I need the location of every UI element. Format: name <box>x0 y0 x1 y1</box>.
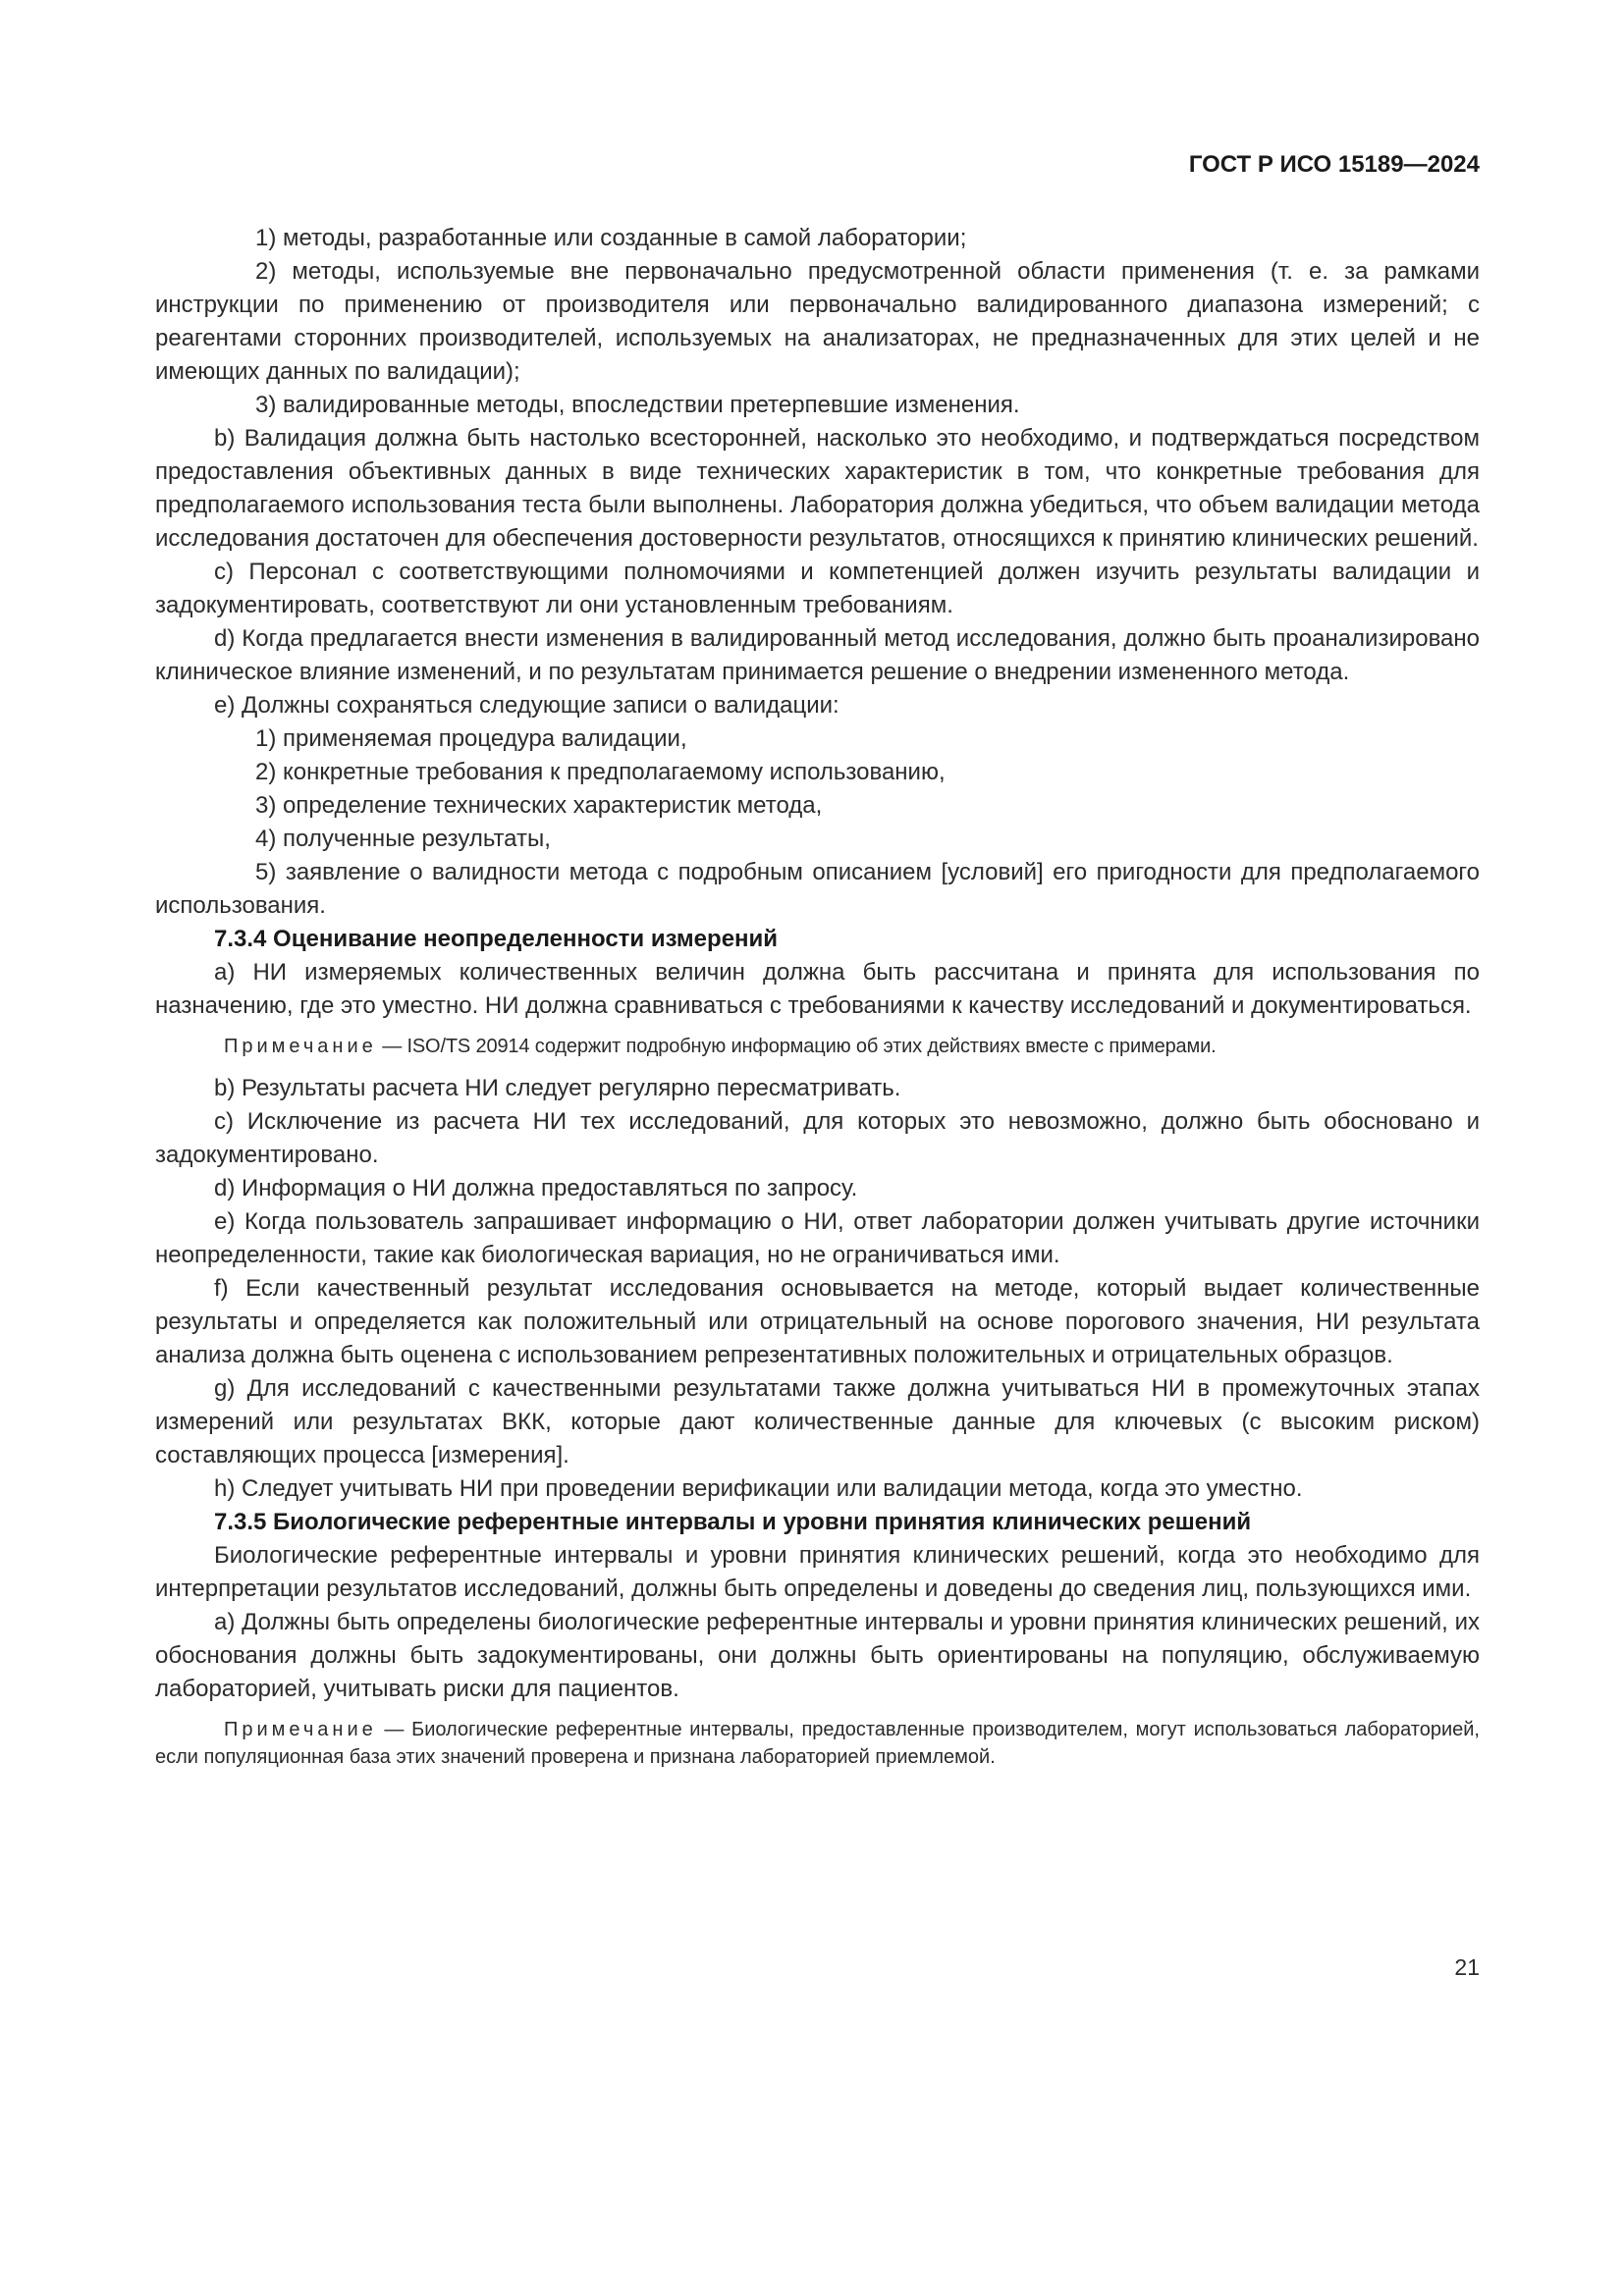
list-item: 3) валидированные методы, впоследствии претерпевшие изменения. <box>255 392 1020 418</box>
section-heading: 7.3.4 Оценивание неопределенности измерений <box>214 926 779 952</box>
note-text: — Биологические референтные интервалы, предоставленные производителем, могут использоваться лабораторией, если популяционная база этих значений проверена и признана лабораторией приемлемой. <box>155 1719 1480 1768</box>
note-label: Примечание <box>224 1036 377 1057</box>
note-text: — ISO/TS 20914 содержит подробную информацию об этих действиях вместе с примерами. <box>382 1036 1217 1057</box>
list-item: 2) методы, используемые вне первоначально предусмотренной области применения (т. е. за рамками инструкции по применению от производителя или первоначально валидированного диапазона измерений; с реагентами сторонних производителей, используемых на анализаторах, не предназначенных для этих целей и не имеющих данных по валидации); <box>155 258 1480 385</box>
note <box>155 1033 1480 1060</box>
paragraph: b) Валидация должна быть настолько всесторонней, насколько это необходимо, и подтверждаться посредством предоставления объективных данных в виде технических характеристик в том, что конкретные требования для предполагаемого использования теста были выполнены. Лаборатория должна убедиться, что объем валидации метода исследования достаточен для обеспечения достоверности результатов, относящихся к принятию клинических решений. <box>155 425 1480 552</box>
note-label: Примечание <box>224 1719 377 1740</box>
list-item: 2) конкретные требования к предполагаемому использованию, <box>255 759 946 785</box>
paragraph: c) Персонал с соответствующими полномочиями и компетенцией должен изучить результаты валидации и задокументировать, соответствуют ли они установленным требованиям. <box>155 559 1480 618</box>
list-item: 3) определение технических характеристик метода, <box>255 792 823 819</box>
document-code-header: ГОСТ Р ИСО 15189—2024 <box>1188 151 1480 178</box>
list-item: 5) заявление о валидности метода с подробным описанием [условий] его пригодности для предполагаемого использования. <box>155 859 1480 919</box>
paragraph: Биологические референтные интервалы и уровни принятия клинических решений, когда это необходимо для интерпретации результатов исследований, должны быть определены и доведены до сведения лиц, пользующихся ими. <box>155 1542 1480 1602</box>
paragraph: a) Должны быть определены биологические референтные интервалы и уровни принятия клинических решений, их обоснования должны быть задокументированы, они должны быть ориентированы на популяцию, обслуживаемую лабораторией, учитывать риски для пациентов. <box>155 1609 1480 1702</box>
paragraph: d) Когда предлагается внести изменения в валидированный метод исследования, должно быть проанализировано клиническое влияние изменений, и по результатам принимается решение о внедрении измененного метода. <box>155 625 1480 685</box>
paragraph: h) Следует учитывать НИ при проведении верификации или валидации метода, когда это уместно. <box>214 1475 1303 1502</box>
paragraph: e) Когда пользователь запрашивает информацию о НИ, ответ лаборатории должен учитывать другие источники неопределенности, такие как биологическая вариация, но не ограничиваться ими. <box>155 1208 1480 1268</box>
section-heading: 7.3.5 Биологические референтные интервалы и уровни принятия клинических решений <box>214 1509 1252 1535</box>
list-item: 4) полученные результаты, <box>255 826 551 852</box>
paragraph: g) Для исследований с качественными результатами также должна учитываться НИ в промежуточных этапах измерений или результатах ВКК, которые дают количественные данные для ключевых (с высоким риском) составляющих процесса [измерения]. <box>155 1375 1480 1468</box>
document-body <box>155 222 1480 1783</box>
note <box>155 1716 1480 1771</box>
page-number: 21 <box>1454 1954 1480 1980</box>
paragraph: f) Если качественный результат исследования основывается на методе, который выдает количественные результаты и определяется как положительный или отрицательный на основе порогового значения, НИ результата анализа должна быть оценена с использованием репрезентативных положительных и отрицательных образцов. <box>155 1275 1480 1368</box>
paragraph: b) Результаты расчета НИ следует регулярно пересматривать. <box>214 1075 901 1101</box>
paragraph: d) Информация о НИ должна предоставляться по запросу. <box>214 1175 858 1201</box>
paragraph: c) Исключение из расчета НИ тех исследований, для которых это невозможно, должно быть обосновано и задокументировано. <box>155 1108 1480 1168</box>
paragraph: a) НИ измеряемых количественных величин должна быть рассчитана и принята для использования по назначению, где это уместно. НИ должна сравниваться с требованиями к качеству исследований и документироваться. <box>155 959 1480 1019</box>
list-item: 1) применяемая процедура валидации, <box>255 725 687 752</box>
paragraph: e) Должны сохраняться следующие записи о валидации: <box>214 692 839 719</box>
list-item: 1) методы, разработанные или созданные в самой лаборатории; <box>255 225 967 251</box>
